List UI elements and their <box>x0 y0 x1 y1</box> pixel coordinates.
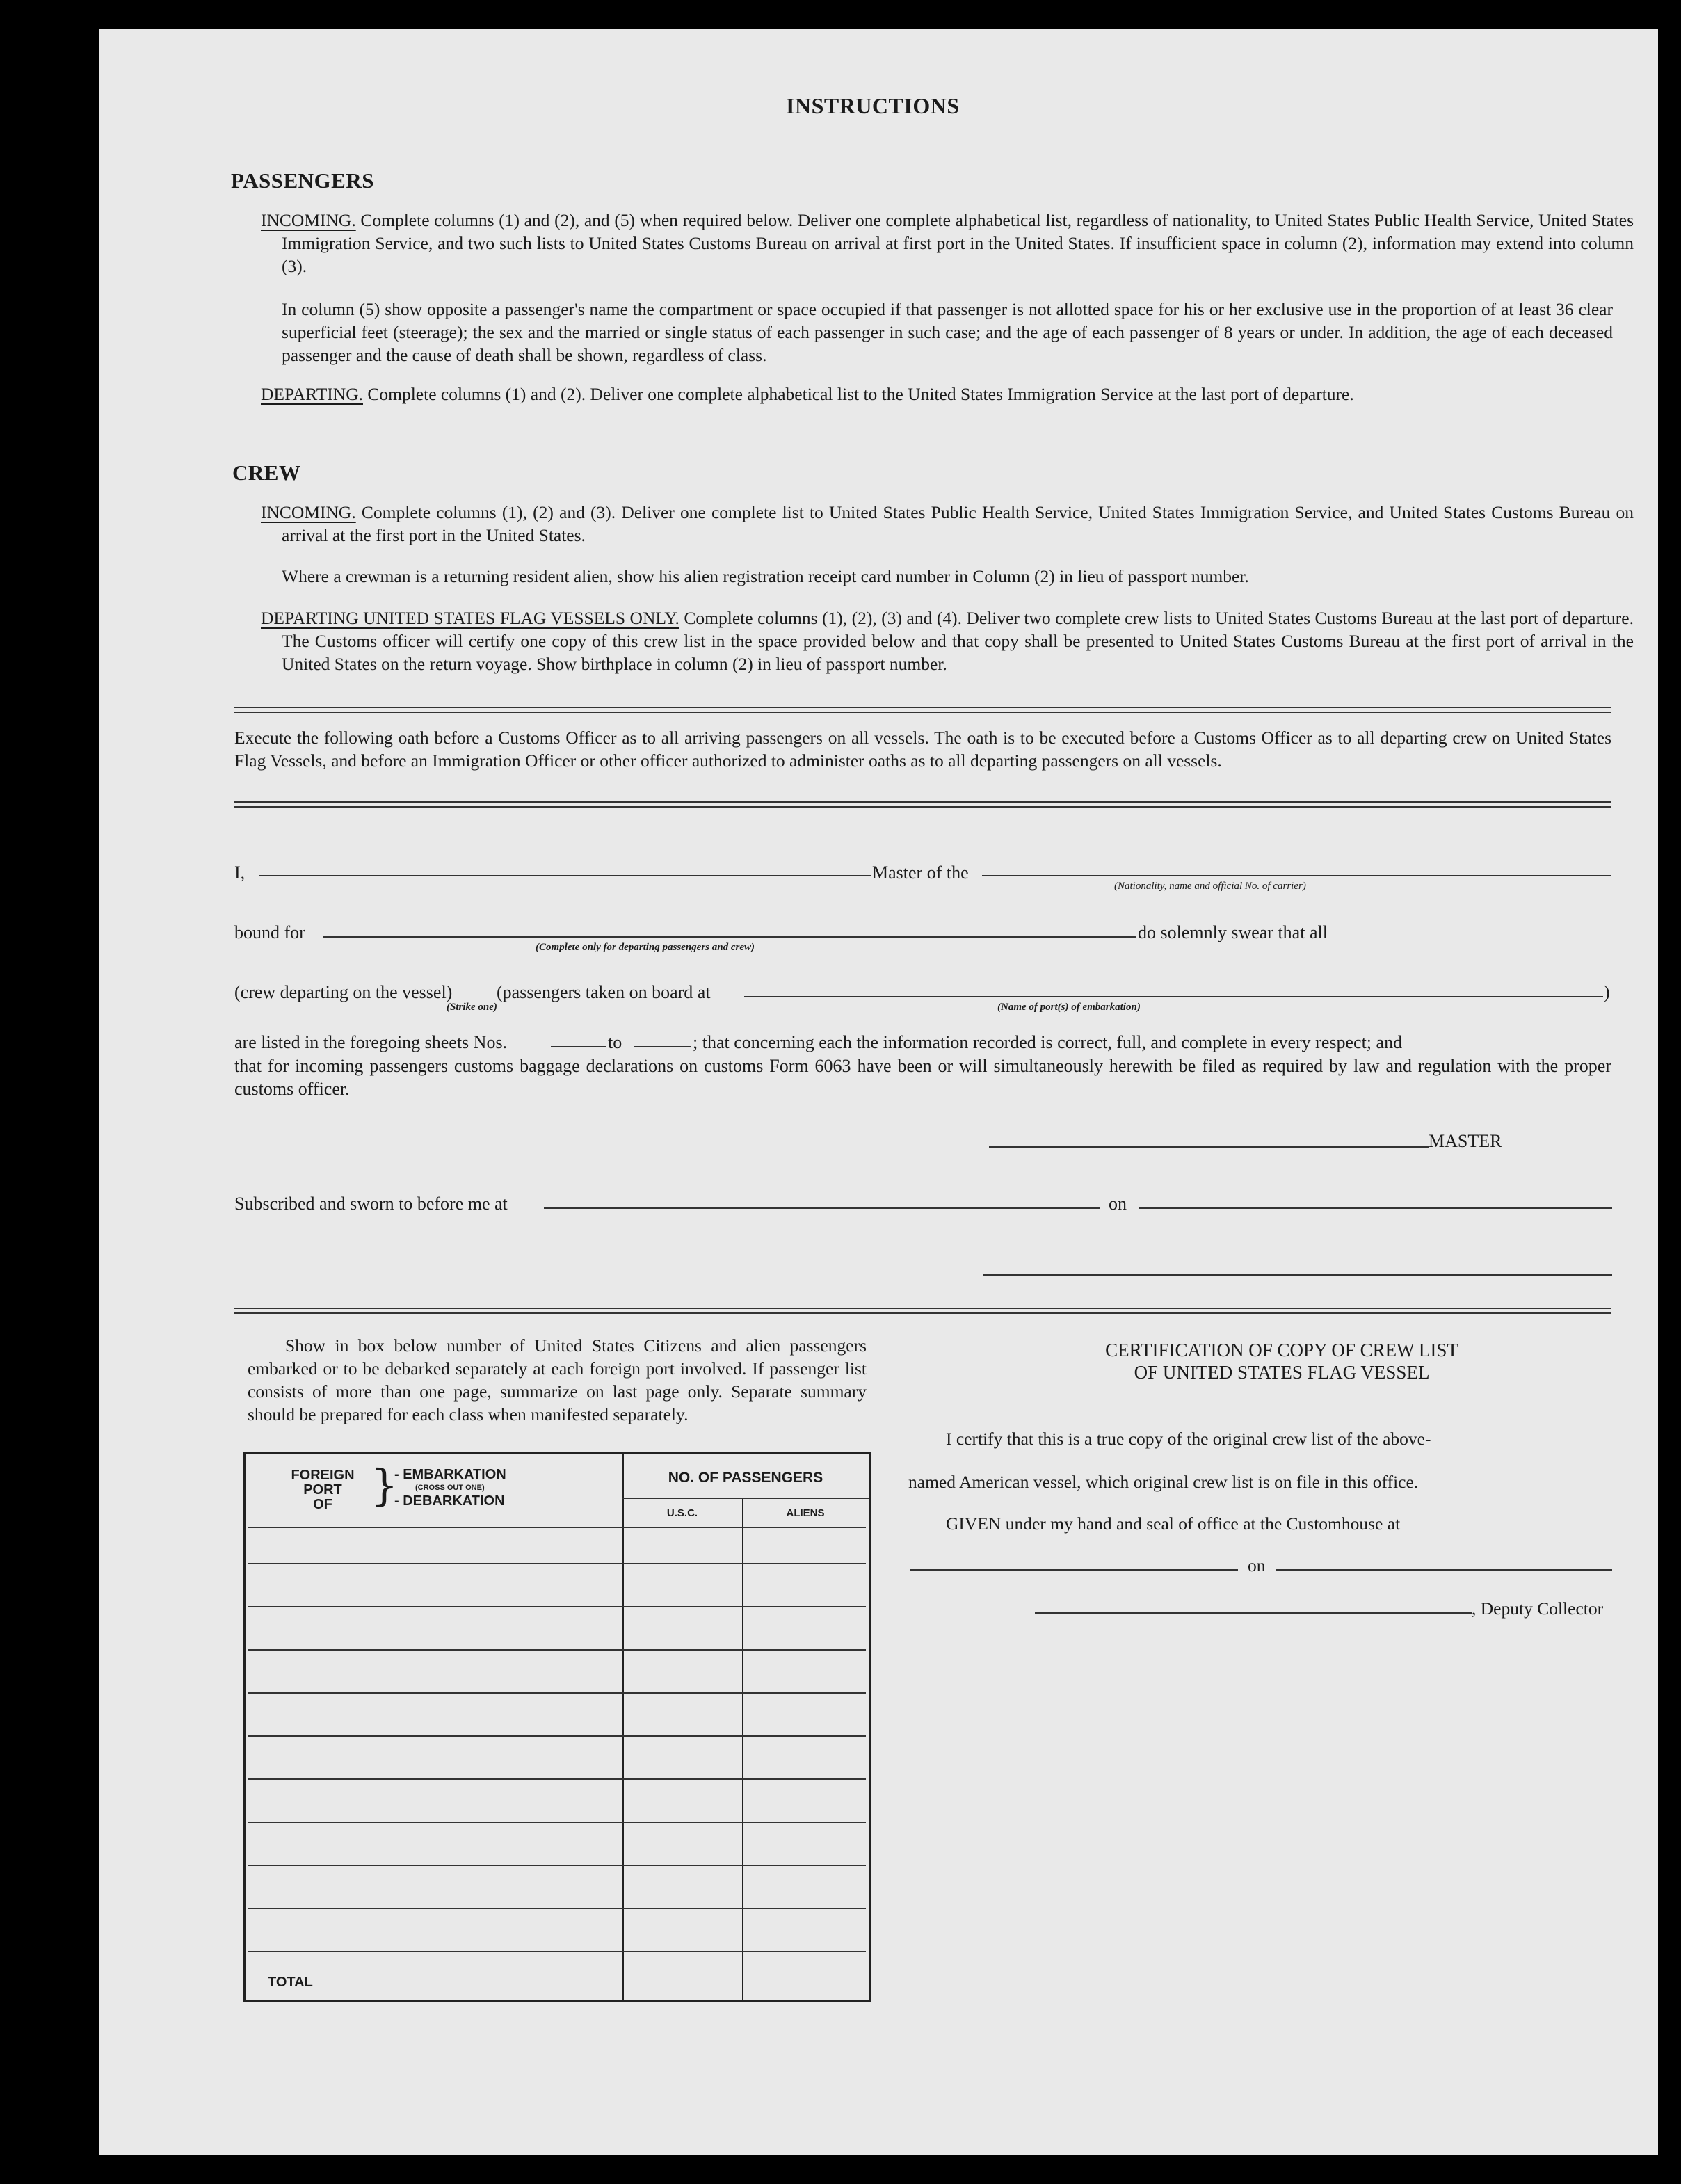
master-name-field[interactable] <box>259 875 871 876</box>
passengers-incoming-text: Complete columns (1) and (2), and (5) when required below. Deliver one complete alphabetical list, regardless of nationality, to United States Public Health Service, United States Immigration Service, and two such lists to United States Customs Bureau on arrival at first port in the United States. If insufficient space in column (2), information may extend into column (3). <box>282 210 1634 276</box>
crew-heading: CREW <box>232 460 301 485</box>
certification-date-field[interactable] <box>1276 1569 1612 1571</box>
certification-line-1: I certify that this is a true copy of the original crew list of the above- <box>946 1429 1431 1449</box>
passengers-taken-option[interactable]: (passengers taken on board at <box>497 982 711 1002</box>
divider <box>234 801 1611 808</box>
crew-departing-text: Complete columns (1), (2), (3) and (4). Deliver two complete crew lists to United States Customs Bureau at the last port of departure. The Customs officer will certify one copy of this crew list in the space provided below and that copy shall be presented to United States Customs Bureau at the first port of arrival in the United States on the return voyage. Show birthplace in column (2) in lieu of passport number. <box>282 608 1634 674</box>
certification-on-label: on <box>1248 1555 1266 1575</box>
table-row-line <box>248 1735 866 1737</box>
usc-header: U.S.C. <box>666 1507 698 1519</box>
brace-icon: } <box>371 1460 399 1511</box>
table-divider <box>622 1498 869 1499</box>
foreign-port-line: OF <box>313 1497 332 1512</box>
master-label: MASTER <box>1429 1131 1502 1151</box>
certification-line-3: GIVEN under my hand and seal of office at the Customhouse at <box>946 1513 1401 1534</box>
passengers-departing-text: Complete columns (1) and (2). Deliver one complete alphabetical list to the United States Immigration Service at the last port of departure. <box>367 384 1354 404</box>
form-page <box>99 29 1658 2155</box>
sheets-label: are listed in the foregoing sheets Nos. <box>234 1032 508 1052</box>
foreign-port-line: FOREIGN <box>291 1468 355 1483</box>
sheet-to-field[interactable] <box>634 1046 691 1047</box>
table-row-line <box>248 1649 866 1651</box>
oath-i-label: I, <box>234 862 246 883</box>
oath-text-c: that for incoming passengers customs baggage declarations on customs Form 6063 have been or will simultaneously herewith be filed as required by law and regulation with the proper customs officer. <box>234 1056 1611 1099</box>
subscribed-label: Subscribed and sworn to before me at <box>234 1194 508 1214</box>
on-label: on <box>1109 1194 1127 1214</box>
certification-title-1: CERTIFICATION OF COPY OF CREW LIST <box>1105 1340 1458 1360</box>
port-caption: (Name of port(s) of embarkation) <box>997 1002 1141 1013</box>
table-row-line <box>248 1951 866 1952</box>
no-of-passengers-header: NO. OF PASSENGERS <box>668 1470 823 1486</box>
table-row-line <box>248 1865 866 1866</box>
crew-incoming-paragraph <box>261 501 1634 547</box>
sworn-place-field[interactable] <box>544 1207 1100 1209</box>
table-row-line <box>248 1908 866 1909</box>
table-row-line <box>248 1692 866 1694</box>
crew-incoming-label: INCOMING. <box>261 502 356 522</box>
table-row-line <box>248 1527 866 1528</box>
passenger-summary-table <box>243 1452 871 2002</box>
debarkation-option[interactable]: - DEBARKATION <box>394 1493 505 1509</box>
deputy-collector-label: , Deputy Collector <box>1472 1598 1604 1619</box>
passengers-departing-paragraph <box>261 383 1634 406</box>
bound-for-field[interactable] <box>323 936 1136 938</box>
foreign-port-header <box>284 1468 361 1512</box>
passengers-incoming-label: INCOMING. <box>261 210 356 230</box>
aliens-header: ALIENS <box>786 1507 825 1519</box>
embarkation-option[interactable]: - EMBARKATION <box>394 1467 506 1482</box>
master-signature-field[interactable] <box>989 1146 1429 1148</box>
sheet-from-field[interactable] <box>551 1046 606 1047</box>
nationality-caption: (Nationality, name and official No. of carrier) <box>1114 881 1306 892</box>
crew-departing-paragraph <box>261 607 1634 675</box>
crew-departing-option[interactable]: (crew departing on the vessel) <box>234 982 453 1002</box>
bound-for-caption: (Complete only for departing passengers and crew) <box>536 942 755 953</box>
divider <box>234 707 1611 713</box>
customhouse-field[interactable] <box>910 1569 1238 1571</box>
page-title: INSTRUCTIONS <box>786 93 960 118</box>
passengers-column5-paragraph: In column (5) show opposite a passenger's name the compartment or space occupied if that passenger is not allotted space for his or her exclusive use in the proportion of at least 36 clear superficial feet (steerage); the sex and the married or single status of each passenger in such case; and the age of each passenger of 8 years or under. In addition, the age of each deceased passenger and the cause of death shall be shown, regardless of class. <box>282 299 1613 365</box>
carrier-field[interactable] <box>982 875 1611 876</box>
table-divider <box>742 1499 743 2000</box>
embarkation-port-field[interactable] <box>744 996 1603 997</box>
table-row-line <box>248 1606 866 1607</box>
master-of-the-label: Master of the <box>872 862 969 883</box>
sheets-to-label: to <box>608 1032 622 1052</box>
total-label: TOTAL <box>268 1975 313 1990</box>
passengers-heading: PASSENGERS <box>231 168 374 193</box>
table-divider <box>622 1454 624 2000</box>
table-row-line <box>248 1822 866 1823</box>
officer-signature-field[interactable] <box>983 1274 1612 1276</box>
certification-title-2: OF UNITED STATES FLAG VESSEL <box>1134 1362 1430 1383</box>
oath-instruction: Execute the following oath before a Customs Officer as to all arriving passengers on all vessels. The oath is to be executed before a Customs Officer as to all departing crew on United States Flag Vessels, and before an Immigration Officer or other officer authorized to administer oaths as to all departing passengers on all vessels. <box>234 728 1611 771</box>
summary-instruction: Show in box below number of United States Citizens and alien passengers embarked or to be debarked separately at each foreign port involved. If passenger list consists of more than one page, summarize on last page only. Separate summary should be prepared for each class when manifested separately. <box>248 1335 867 1424</box>
foreign-port-line: PORT <box>303 1482 342 1498</box>
table-row-line <box>248 1563 866 1564</box>
certification-line-2: named American vessel, which original crew list is on file in this office. <box>908 1472 1419 1492</box>
divider <box>234 1308 1611 1314</box>
oath-text-b: ; that concerning each the information recorded is correct, full, and complete in every respect; and <box>693 1032 1403 1052</box>
deputy-signature-field[interactable] <box>1035 1612 1472 1614</box>
bound-for-label: bound for <box>234 922 305 942</box>
crew-resident-paragraph: Where a crewman is a returning resident alien, show his alien registration receipt card number in Column (2) in lieu of passport number. <box>282 566 1249 586</box>
close-paren: ) <box>1604 982 1610 1002</box>
crew-incoming-text: Complete columns (1), (2) and (3). Deliver one complete list to United States Public Health Service, United States Immigration Service, and United States Customs Bureau on arrival at the first port in the United States. <box>282 502 1634 545</box>
passengers-departing-label: DEPARTING. <box>261 384 363 404</box>
crew-departing-label: DEPARTING UNITED STATES FLAG VESSELS ONLY. <box>261 608 679 628</box>
cross-out-caption: (CROSS OUT ONE) <box>415 1484 485 1492</box>
sworn-date-field[interactable] <box>1139 1207 1612 1209</box>
passengers-incoming-paragraph <box>261 209 1634 278</box>
strike-one-caption: (Strike one) <box>447 1002 497 1013</box>
table-row-line <box>248 1778 866 1780</box>
swear-label: do solemnly swear that all <box>1138 922 1328 942</box>
